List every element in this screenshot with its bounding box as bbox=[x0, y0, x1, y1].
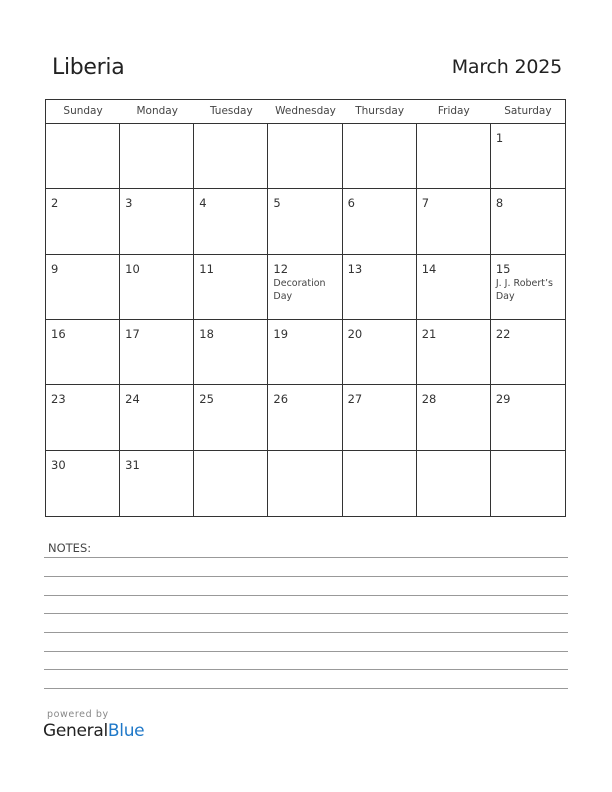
day-number: 31 bbox=[125, 457, 140, 472]
day-cell bbox=[268, 451, 342, 516]
day-number: 11 bbox=[199, 261, 214, 276]
holiday-label: J. J. Robert’s Day bbox=[495, 277, 553, 302]
day-cell bbox=[194, 320, 268, 385]
day-number: 18 bbox=[199, 327, 214, 341]
holiday-label: Decoration Day bbox=[273, 277, 326, 302]
day-cell bbox=[46, 320, 120, 385]
generalblue-logo[interactable] bbox=[43, 721, 144, 741]
brand-general: General bbox=[43, 721, 108, 741]
day-cell bbox=[46, 124, 120, 189]
day-number: 5 bbox=[273, 196, 281, 211]
day-cell bbox=[268, 385, 342, 450]
day-cell bbox=[46, 385, 120, 450]
day-number: 17 bbox=[125, 327, 140, 341]
day-cell bbox=[120, 255, 194, 320]
day-cell bbox=[268, 189, 342, 254]
day-cell bbox=[343, 320, 417, 385]
day-cell bbox=[343, 385, 417, 450]
day-number: 28 bbox=[421, 392, 437, 407]
day-number: 29 bbox=[495, 392, 511, 407]
day-number: 26 bbox=[273, 392, 289, 407]
day-cell bbox=[417, 124, 491, 189]
weekday-thursday: Thursday bbox=[355, 105, 405, 117]
powered-by-text: powered by bbox=[47, 709, 109, 720]
day-cell bbox=[491, 124, 565, 189]
notes-line bbox=[44, 688, 568, 689]
weekday-monday: Monday bbox=[136, 105, 178, 117]
day-cell bbox=[268, 320, 342, 385]
day-cell bbox=[46, 451, 120, 516]
notes-line bbox=[44, 632, 568, 633]
calendar-grid bbox=[45, 99, 566, 517]
day-number: 8 bbox=[495, 196, 504, 211]
weekday-sunday: Sunday bbox=[63, 105, 103, 117]
day-number: 2 bbox=[51, 196, 59, 211]
day-cell bbox=[194, 451, 268, 516]
day-number: 14 bbox=[421, 261, 437, 276]
day-number: 15 bbox=[495, 261, 511, 276]
day-number: 4 bbox=[199, 196, 207, 211]
weekday-tuesday: Tuesday bbox=[209, 105, 253, 117]
day-cell bbox=[343, 189, 417, 254]
notes-line bbox=[44, 595, 568, 596]
day-number: 23 bbox=[51, 392, 66, 407]
day-number: 3 bbox=[125, 196, 133, 211]
day-cell bbox=[46, 189, 120, 254]
notes-line bbox=[44, 576, 568, 577]
day-number: 21 bbox=[421, 327, 437, 341]
day-cell bbox=[120, 385, 194, 450]
day-cell bbox=[343, 451, 417, 516]
weekday-saturday: Saturday bbox=[504, 105, 552, 117]
day-cell bbox=[491, 320, 565, 385]
day-number: 24 bbox=[125, 392, 140, 407]
day-cell bbox=[491, 255, 565, 320]
day-number: 27 bbox=[347, 392, 363, 407]
month-year-title: March 2025 bbox=[451, 56, 562, 78]
day-cell bbox=[491, 385, 565, 450]
day-cell bbox=[417, 320, 491, 385]
day-cell bbox=[46, 255, 120, 320]
day-cell bbox=[194, 189, 268, 254]
notes-line bbox=[44, 557, 568, 558]
day-cell bbox=[120, 124, 194, 189]
weekday-friday: Friday bbox=[437, 105, 470, 117]
day-cell bbox=[491, 189, 565, 254]
day-cell bbox=[417, 451, 491, 516]
day-cell bbox=[343, 255, 417, 320]
day-number: 16 bbox=[51, 327, 66, 341]
weekday-header-row bbox=[46, 100, 565, 124]
day-number: 30 bbox=[51, 457, 66, 472]
day-cell bbox=[194, 255, 268, 320]
day-cell bbox=[417, 385, 491, 450]
day-number: 25 bbox=[199, 392, 214, 407]
day-cell bbox=[417, 255, 491, 320]
day-cell bbox=[194, 124, 268, 189]
day-cell bbox=[268, 255, 342, 320]
day-number: 9 bbox=[51, 261, 59, 276]
day-number: 1 bbox=[495, 131, 504, 145]
brand-blue: Blue bbox=[107, 721, 145, 741]
day-cell bbox=[491, 451, 565, 516]
day-number: 7 bbox=[421, 196, 430, 211]
notes-line bbox=[44, 669, 568, 670]
day-cell bbox=[343, 124, 417, 189]
notes-line bbox=[44, 651, 568, 652]
notes-label: NOTES: bbox=[48, 541, 92, 555]
day-number: 6 bbox=[347, 196, 355, 211]
day-number: 19 bbox=[273, 327, 289, 341]
day-number: 12 bbox=[273, 261, 289, 276]
day-cell bbox=[194, 385, 268, 450]
day-number: 22 bbox=[495, 327, 511, 341]
weekday-wednesday: Wednesday bbox=[275, 105, 336, 117]
day-cell bbox=[417, 189, 491, 254]
day-cell bbox=[120, 320, 194, 385]
day-cell bbox=[120, 189, 194, 254]
day-number: 10 bbox=[125, 261, 140, 276]
day-number: 20 bbox=[347, 327, 363, 341]
day-cell bbox=[268, 124, 342, 189]
day-cell bbox=[120, 451, 194, 516]
day-cells bbox=[46, 124, 565, 516]
notes-line bbox=[44, 613, 568, 614]
day-number: 13 bbox=[347, 261, 363, 276]
country-title: Liberia bbox=[52, 55, 125, 80]
